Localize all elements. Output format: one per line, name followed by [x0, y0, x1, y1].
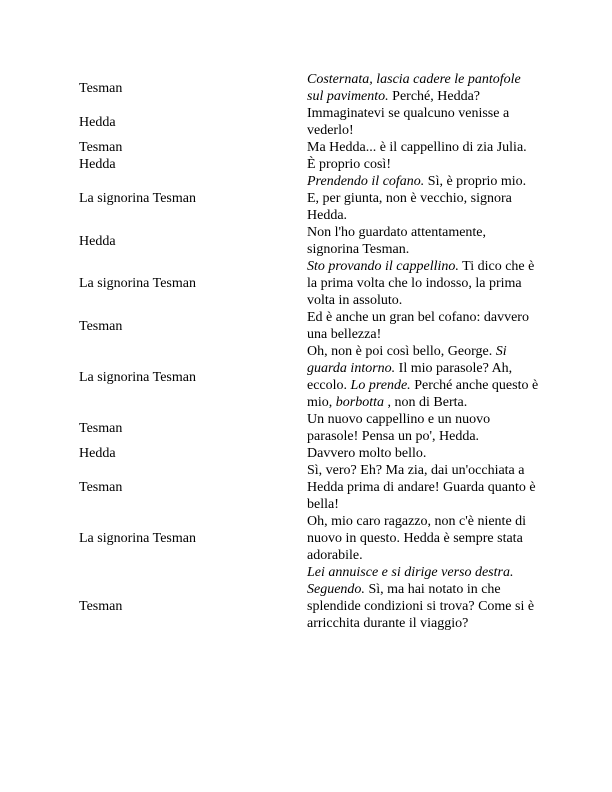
speaker-name: La signorina Tesman [79, 276, 196, 291]
dialogue-text: Perché anche questo è mio, [307, 378, 539, 410]
dialogue-text: Un nuovo cappellino e un nuovo parasole! Pensa un po', Hedda. [307, 412, 491, 444]
dialogue-text: Sì, vero? Eh? Ma zia, dai un'occhiata a Hedda prima di andare! Guarda quanto è bella! [307, 463, 536, 512]
speaker-name: Tesman [79, 420, 123, 436]
dialogue-line [307, 564, 539, 581]
stage-direction: Si guarda intorno. [307, 344, 507, 376]
dialogue-text: Immaginatevi se qualcuno venisse a vederlo! [307, 106, 510, 138]
dialogue-line [307, 71, 539, 105]
stage-direction: borbotta [335, 395, 385, 410]
dialogue-line [307, 581, 539, 632]
stage-direction: Costernata, lascia cadere le pantofole sul pavimento. [307, 72, 521, 104]
dialogue-text: Perché, Hedda? [388, 89, 480, 104]
dialogue-row [79, 309, 539, 343]
script-table [79, 71, 539, 632]
dialogue-line [307, 513, 539, 564]
dialogue-row [79, 105, 539, 139]
dialogue-row [79, 581, 539, 632]
dialogue-line [307, 462, 539, 513]
dialogue-line [307, 105, 539, 139]
stage-direction: Sto provando il cappellino. [307, 259, 459, 274]
speaker-name: Tesman [79, 140, 123, 155]
dialogue-text: Ed è anche un gran bel cofano: davvero una bellezza! [307, 310, 529, 342]
speaker-name: La signorina Tesman [79, 531, 196, 546]
stage-direction: Lo prende. [350, 378, 411, 393]
speaker-name: Tesman [79, 599, 123, 614]
speaker-name: Tesman [79, 318, 123, 334]
speaker-name: La signorina Tesman [79, 369, 196, 385]
dialogue-row [79, 173, 539, 224]
dialogue-text: , non di Berta. [384, 395, 468, 410]
stage-direction: Seguendo. [307, 582, 365, 597]
speaker-name: Hedda [79, 446, 116, 461]
dialogue-text: Sì, è proprio mio. E, per giunta, non è vecchio, signora Hedda. [307, 174, 527, 223]
dialogue-text: È proprio così! [307, 157, 391, 172]
dialogue-row [79, 411, 539, 445]
dialogue-row [79, 462, 539, 513]
dialogue-line [307, 343, 539, 411]
dialogue-text: Sì, ma hai notato in che splendide condizioni si trova? Come si è arricchita durante il viaggio? [307, 582, 535, 631]
dialogue-text: Ma Hedda... è il cappellino di zia Julia. [307, 140, 527, 155]
stage-direction: Prendendo il cofano. [307, 174, 425, 189]
dialogue-text: Oh, non è poi così bello, George. [307, 344, 496, 359]
dialogue-row [79, 224, 539, 258]
dialogue-row [79, 343, 539, 411]
dialogue-line [307, 411, 539, 445]
dialogue-line [307, 156, 539, 173]
dialogue-line [307, 173, 539, 224]
dialogue-row [79, 71, 539, 105]
dialogue-text: Il mio parasole? Ah, eccolo. [307, 361, 513, 393]
speaker-name: Tesman [79, 80, 123, 96]
speaker-name: Hedda [79, 157, 116, 172]
dialogue-line [307, 139, 539, 156]
dialogue-text: Oh, mio caro ragazzo, non c'è niente di nuovo in questo. Hedda è sempre stata adorabile. [307, 514, 527, 563]
speaker-name: Tesman [79, 480, 123, 495]
dialogue-line [307, 258, 539, 309]
dialogue-row [79, 258, 539, 309]
dialogue-line [307, 224, 539, 258]
dialogue-row [79, 564, 539, 581]
dialogue-text: Non l'ho guardato attentamente, signorina Tesman. [307, 225, 487, 257]
dialogue-row [79, 139, 539, 156]
speaker-name: Hedda [79, 233, 116, 249]
dialogue-row [79, 156, 539, 173]
dialogue-text: Ti dico che è la prima volta che lo indosso, la prima volta in assoluto. [307, 259, 535, 308]
dialogue-row [79, 445, 539, 462]
speaker-name: Hedda [79, 114, 116, 130]
dialogue-row [79, 513, 539, 564]
speaker-name: La signorina Tesman [79, 191, 196, 206]
dialogue-text: Davvero molto bello. [307, 446, 427, 461]
dialogue-line [307, 309, 539, 343]
stage-direction: Lei annuisce e si dirige verso destra. [307, 565, 514, 580]
dialogue-line [307, 445, 539, 462]
